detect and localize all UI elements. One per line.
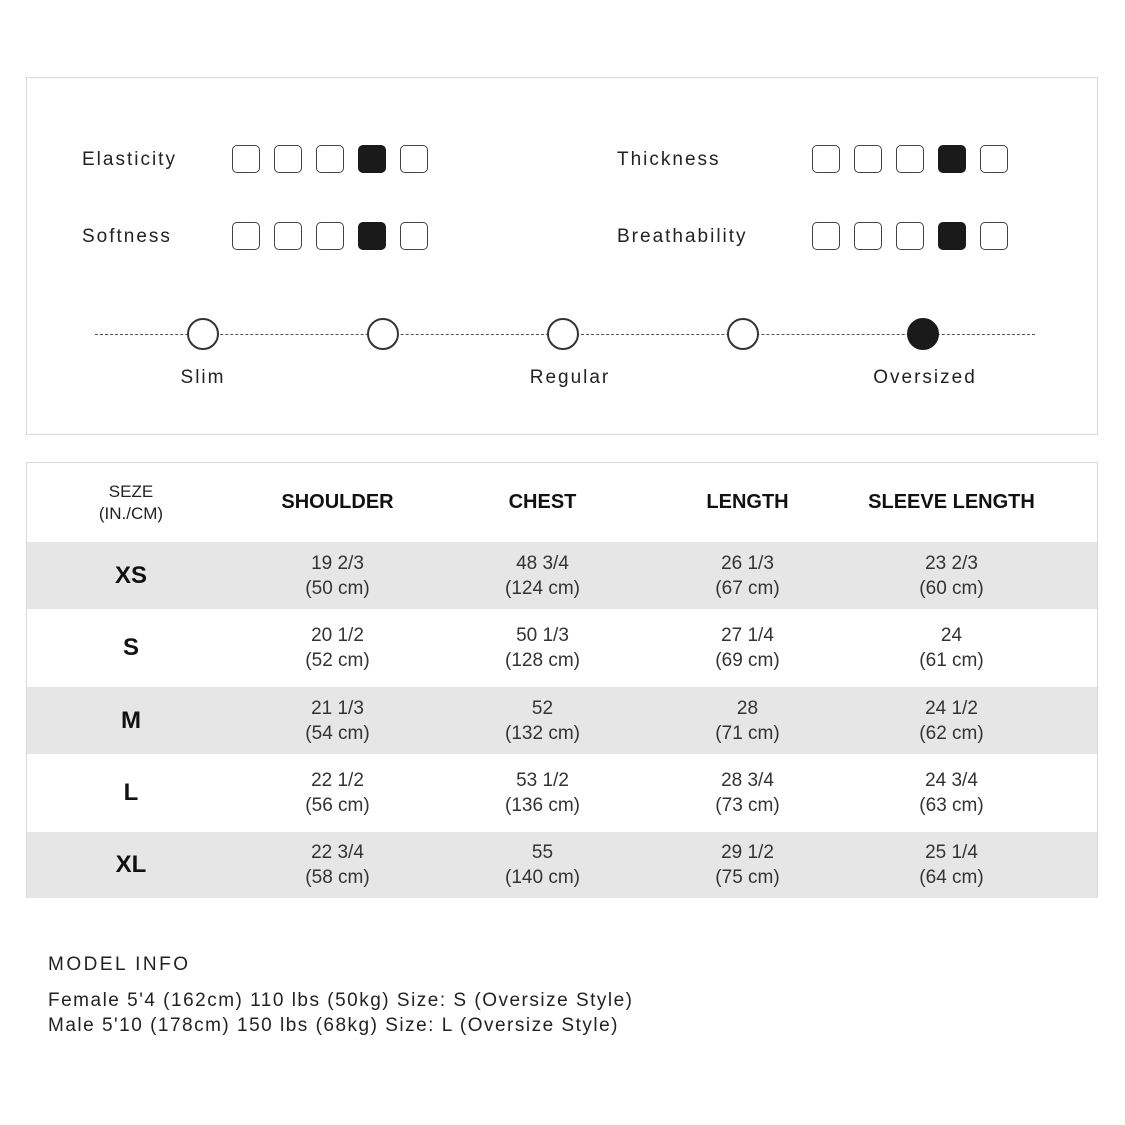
- measurement-inches: 27 1/4: [721, 625, 774, 646]
- measurement-cell: [440, 754, 645, 832]
- rating-box-empty: [316, 222, 344, 250]
- measurement-inches: 21 1/3: [311, 697, 364, 719]
- measurement-cell: [235, 542, 440, 609]
- rating-box-empty: [896, 222, 924, 250]
- size-column-header: [27, 463, 235, 542]
- rating-box-empty: [812, 222, 840, 250]
- measurement-cell: [235, 754, 440, 832]
- measurement-cell: [440, 687, 645, 754]
- measurement-cell: [850, 609, 1053, 687]
- measurement-cm: (69 cm): [715, 650, 780, 671]
- measurement-inches: 55: [531, 842, 554, 863]
- measurement-inches: 29 1/2: [721, 842, 774, 863]
- rating-box-empty: [400, 222, 428, 250]
- column-header-chest: [440, 463, 645, 542]
- measurement-inches: 28: [736, 697, 759, 719]
- column-header-label: LENGTH: [706, 491, 789, 513]
- measurement-cell: [440, 832, 645, 898]
- rating-box-empty: [316, 145, 344, 173]
- measurement-cm: (54 cm): [305, 722, 370, 744]
- size-label: XS: [114, 561, 147, 589]
- rating-box-filled: [938, 222, 966, 250]
- rating-box-empty: [400, 145, 428, 173]
- measurement-cell: [645, 832, 850, 898]
- rating-box-empty: [854, 145, 882, 173]
- rating-box-empty: [232, 222, 260, 250]
- measurement-cm: (64 cm): [919, 867, 984, 888]
- column-header-length: [645, 463, 850, 542]
- size-label: XL: [115, 851, 147, 878]
- measurement-inches: 22 3/4: [311, 842, 364, 863]
- measurement-cm: (60 cm): [919, 577, 984, 599]
- measurement-cell: [235, 687, 440, 754]
- model-info-male: Male 5'10 (178cm) 150 lbs (68kg) Size: L (Oversize Style): [48, 1015, 620, 1036]
- rating-box-filled: [358, 145, 386, 173]
- measurement-cm: (75 cm): [715, 867, 780, 888]
- measurement-inches: 25 1/4: [925, 842, 978, 863]
- rating-box-filled: [938, 145, 966, 173]
- size-label: S: [122, 634, 139, 661]
- size-cell: [27, 832, 235, 898]
- measurement-cell: [440, 542, 645, 609]
- measurement-cm: (52 cm): [305, 650, 370, 671]
- measurement-cm: (62 cm): [919, 722, 984, 744]
- table-row: [27, 754, 1097, 832]
- model-info-title: MODEL INFO: [48, 954, 191, 975]
- measurement-inches: 24 1/2: [925, 697, 978, 719]
- rating-box-empty: [854, 222, 882, 250]
- fit-dot: [187, 318, 219, 350]
- measurement-cm: (56 cm): [305, 795, 370, 816]
- rating-box-empty: [232, 145, 260, 173]
- measurement-cell: [850, 832, 1053, 898]
- size-cell: [27, 754, 235, 832]
- measurement-cell: [850, 687, 1053, 754]
- table-row: [27, 832, 1097, 898]
- measurement-cm: (73 cm): [715, 795, 780, 816]
- measurement-cell: [235, 832, 440, 898]
- rating-box-empty: [274, 145, 302, 173]
- attribute-rating: [812, 145, 1008, 173]
- measurement-cm: (58 cm): [305, 867, 370, 888]
- attribute-rating: [232, 145, 428, 173]
- measurement-cm: (128 cm): [505, 650, 580, 671]
- table-header-row: [27, 463, 1097, 542]
- measurement-cm: (50 cm): [305, 577, 370, 599]
- size-cell: [27, 542, 235, 609]
- rating-box-filled: [358, 222, 386, 250]
- size-header-line1: SEZE: [108, 481, 154, 501]
- measurement-inches: 20 1/2: [311, 625, 364, 646]
- measurement-cell: [235, 609, 440, 687]
- fit-dot-selected: [907, 318, 939, 350]
- fabric-attributes-panel: [26, 77, 1098, 435]
- column-header-sleeve-length: [850, 463, 1053, 542]
- measurement-inches: 23 2/3: [925, 552, 978, 574]
- measurement-inches: 26 1/3: [721, 552, 774, 574]
- column-header-label: SLEEVE LENGTH: [868, 491, 1035, 513]
- attribute-label: Softness: [82, 226, 172, 247]
- table-row: [27, 542, 1097, 609]
- measurement-cell: [645, 754, 850, 832]
- table-row: [27, 609, 1097, 687]
- measurement-cell: [645, 687, 850, 754]
- measurement-cell: [645, 542, 850, 609]
- measurement-inches: 22 1/2: [311, 770, 364, 791]
- rating-box-empty: [980, 145, 1008, 173]
- rating-box-empty: [896, 145, 924, 173]
- measurement-cell: [850, 542, 1053, 609]
- measurement-cm: (67 cm): [715, 577, 780, 599]
- fit-dot: [367, 318, 399, 350]
- attribute-label: Elasticity: [82, 149, 177, 170]
- measurement-cell: [850, 754, 1053, 832]
- size-label: M: [121, 706, 141, 734]
- measurement-inches: 24: [940, 625, 963, 646]
- measurement-inches: 50 1/3: [516, 625, 569, 646]
- measurement-cm: (140 cm): [505, 867, 580, 888]
- measurement-inches: 24 3/4: [925, 770, 978, 791]
- attribute-label: Thickness: [617, 149, 721, 170]
- measurement-cm: (61 cm): [919, 650, 984, 671]
- size-cell: [27, 687, 235, 754]
- measurement-inches: 52: [531, 697, 554, 719]
- rating-box-empty: [980, 222, 1008, 250]
- measurement-cell: [440, 609, 645, 687]
- size-chart-table: [26, 462, 1098, 898]
- size-cell: [27, 609, 235, 687]
- measurement-cell: [645, 609, 850, 687]
- size-header-line2: (IN./CM): [98, 503, 164, 523]
- attribute-rating: [232, 222, 428, 250]
- measurement-inches: 53 1/2: [516, 770, 569, 791]
- model-info-female: Female 5'4 (162cm) 110 lbs (50kg) Size: S (Oversize Style): [48, 990, 634, 1011]
- measurement-cm: (124 cm): [505, 577, 580, 599]
- measurement-inches: 48 3/4: [516, 552, 569, 574]
- measurement-cm: (136 cm): [505, 795, 580, 816]
- attribute-label: Breathability: [617, 226, 748, 247]
- rating-box-empty: [274, 222, 302, 250]
- rating-box-empty: [812, 145, 840, 173]
- measurement-cm: (132 cm): [505, 722, 580, 744]
- fit-label-oversized: Oversized: [873, 367, 977, 388]
- fit-label-slim: Slim: [180, 367, 226, 388]
- measurement-cm: (71 cm): [715, 722, 780, 744]
- measurement-inches: 19 2/3: [311, 552, 364, 574]
- table-row: [27, 687, 1097, 754]
- attribute-rating: [812, 222, 1008, 250]
- fit-dot: [547, 318, 579, 350]
- column-header-label: CHEST: [508, 491, 577, 513]
- fit-label-regular: Regular: [529, 367, 611, 388]
- measurement-inches: 28 3/4: [721, 770, 774, 791]
- size-label: L: [123, 779, 139, 806]
- column-header-shoulder: [235, 463, 440, 542]
- fit-dot: [727, 318, 759, 350]
- measurement-cm: (63 cm): [919, 795, 984, 816]
- column-header-label: SHOULDER: [281, 491, 394, 513]
